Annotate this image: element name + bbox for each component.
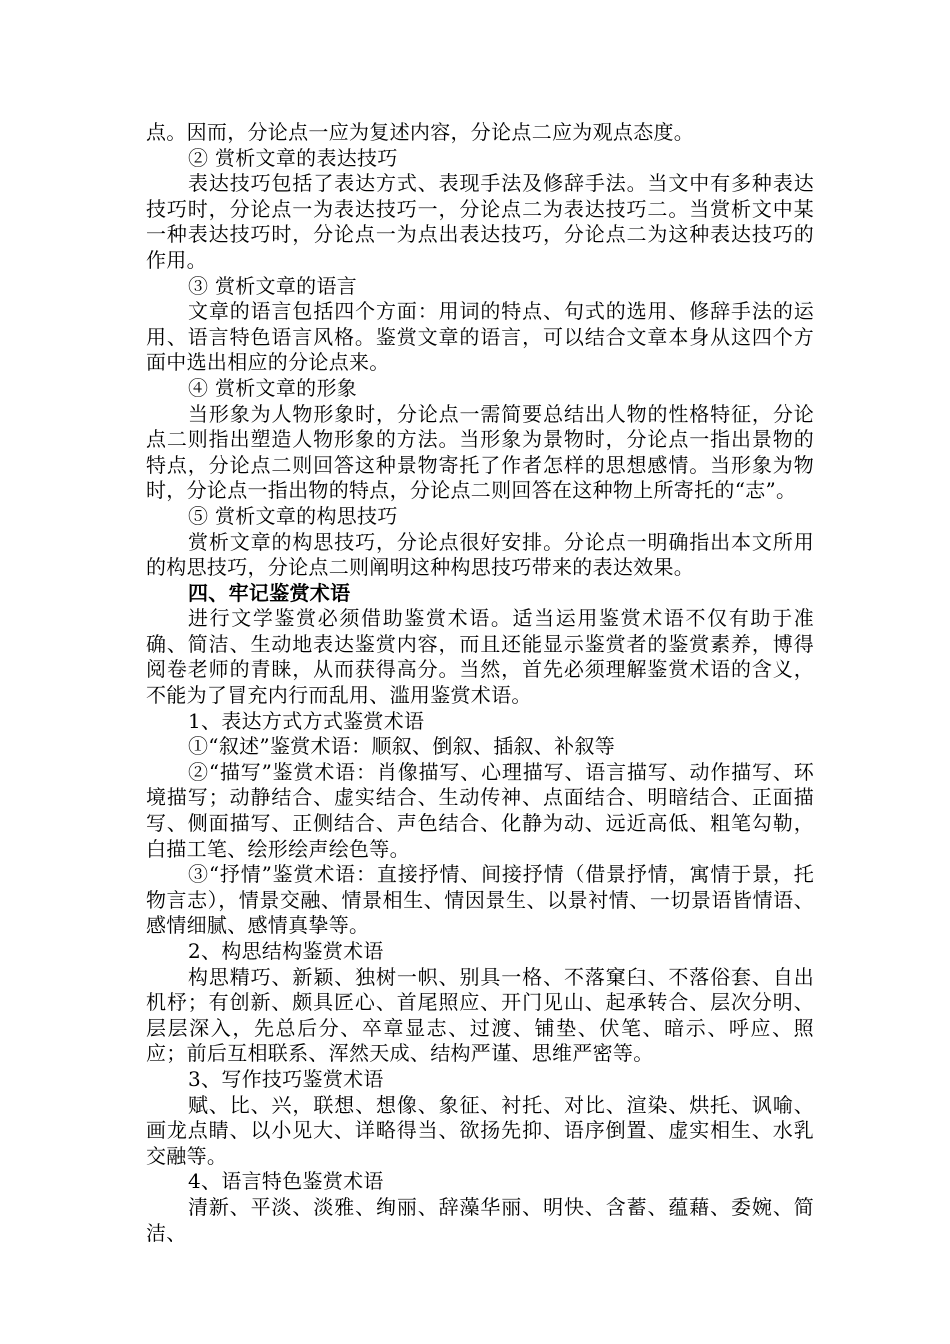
body-paragraph: ①“叙述”鉴赏术语：顺叙、倒叙、插叙、补叙等 (188, 734, 616, 759)
body-paragraph: ⑤ 赏析文章的构思技巧 (188, 503, 398, 528)
body-paragraph: ② 赏析文章的表达技巧 (188, 145, 398, 170)
body-paragraph: 表达技巧包括了表达方式、表现手法及修辞手法。当文中有多种表达技巧时，分论点一为表达技巧一，分论点二为表达技巧二。当赏析文中某一种表达技巧时，分论点一为点出表达技巧，分论点二为这种表达技巧的作用。 (146, 171, 814, 272)
body-paragraph: ③ 赏析文章的语言 (188, 273, 358, 298)
body-paragraph: ②“描写”鉴赏术语：肖像描写、心理描写、语言描写、动作描写、环境描写；动静结合、虚实结合、生动传神、点面结合、明暗结合、正面描写、侧面描写、正侧结合、声色结合、化静为动、远近高低、粗笔勾勒，白描工笔、绘形绘声绘色等。 (146, 759, 814, 861)
body-paragraph: ④ 赏析文章的形象 (188, 375, 358, 400)
body-paragraph: 当形象为人物形象时，分论点一需简要总结出人物的性格特征，分论点二则指出塑造人物形象的方法。当形象为景物时，分论点一指出景物的特点，分论点二则回答这种景物寄托了作者怎样的思想感情。当形象为物时，分论点一指出物的特点，分论点二则回答在这种物上所寄托的“志”。 (146, 401, 814, 503)
section-heading: 四、牢记鉴赏术语 (188, 580, 351, 605)
body-paragraph: ③“抒情”鉴赏术语：直接抒情、间接抒情（借景抒情，寓情于景，托物言志），情景交融、情景相生、情因景生、以景衬情、一切景语皆情语、感情细腻、感情真挚等。 (146, 862, 814, 938)
body-paragraph: 构思精巧、新颖、独树一帜、别具一格、不落窠臼、不落俗套、自出机杼；有创新、颇具匠心、首尾照应、开门见山、起承转合、层次分明、层层深入，先总后分、卒章显志、过渡、铺垫、伏笔、暗示、呼应、照应；前后互相联系、浑然天成、结构严谨、思维严密等。 (146, 964, 814, 1066)
body-paragraph: 赏析文章的构思技巧，分论点很好安排。分论点一明确指出本文所用的构思技巧，分论点二则阐明这种构思技巧带来的表达效果。 (146, 529, 814, 580)
body-paragraph: 赋、比、兴，联想、想像、象征、衬托、对比、渲染、烘托、讽喻、画龙点睛、以小见大、详略得当、欲扬先抑、语序倒置、虚实相生、水乳交融等。 (146, 1092, 814, 1168)
body-paragraph: 点。因而，分论点一应为复述内容，分论点二应为观点态度。 (146, 120, 695, 144)
body-paragraph: 4、语言特色鉴赏术语 (188, 1169, 384, 1194)
body-paragraph: 2、构思结构鉴赏术语 (188, 939, 384, 963)
body-paragraph: 3、写作技巧鉴赏术语 (188, 1066, 384, 1091)
body-paragraph: 1、表达方式方式鉴赏术语 (188, 708, 425, 733)
body-paragraph: 清新、平淡、淡雅、绚丽、辞藻华丽、明快、含蓄、蕴藉、委婉、简洁、 (146, 1194, 814, 1245)
document-page (146, 120, 814, 1246)
body-paragraph: 进行文学鉴赏必须借助鉴赏术语。适当运用鉴赏术语不仅有助于准确、简洁、生动地表达鉴赏内容，而且还能显示鉴赏者的鉴赏素养，博得阅卷老师的青睐，从而获得高分。当然，首先必须理解鉴赏术语的含义，不能为了冒充内行而乱用、滥用鉴赏术语。 (146, 606, 814, 708)
body-paragraph: 文章的语言包括四个方面：用词的特点、句式的选用、修辞手法的运用、语言特色语言风格。鉴赏文章的语言，可以结合文章本身从这四个方面中选出相应的分论点来。 (146, 299, 814, 375)
